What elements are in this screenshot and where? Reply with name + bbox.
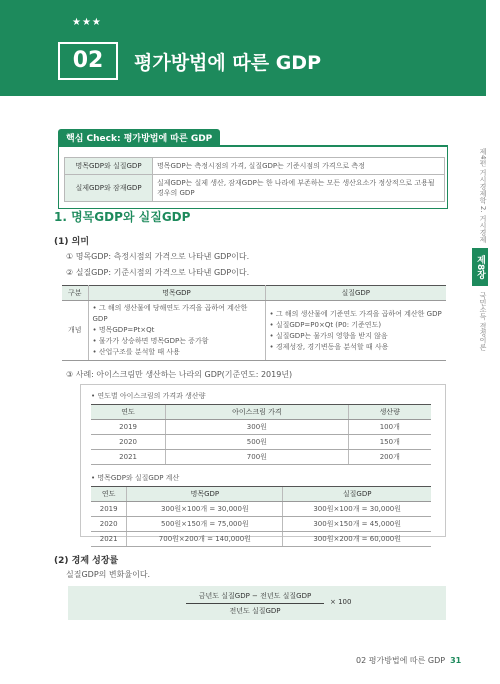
table-header-row bbox=[62, 286, 446, 301]
page-number: 31 bbox=[450, 656, 462, 665]
item-real-gdp: ② 실질GDP: 기준시점의 가격으로 나타낸 GDP이다. bbox=[66, 268, 250, 277]
list-item: • 그 해의 생산물에 당해연도 가격을 곱하여 계산한 GDP bbox=[92, 304, 248, 323]
growth-rate-formula bbox=[68, 586, 446, 620]
header-cell: 실질GDP bbox=[265, 286, 446, 301]
header-cell: 구분 bbox=[62, 286, 88, 301]
section-title: 평가방법에 따른 GDP bbox=[134, 52, 321, 74]
comparison-table bbox=[62, 285, 446, 361]
example-heading-2: • 명목GDP와 실질GDP 계산 bbox=[91, 474, 180, 482]
table-row bbox=[65, 175, 445, 202]
header-cell: 명목GDP bbox=[127, 487, 283, 502]
gdp-calculation-table bbox=[91, 486, 431, 547]
footer-section: 02 평가방법에 따른 GDP bbox=[356, 656, 446, 665]
growth-rate-definition: 실질GDP의 변화율이다. bbox=[66, 570, 151, 579]
section-number: 02 bbox=[58, 42, 118, 80]
table-cell: 300원×200개 = 60,000원 bbox=[283, 532, 431, 547]
header-cell: 연도 bbox=[91, 405, 166, 420]
table-cell: 200개 bbox=[348, 450, 431, 465]
section-banner bbox=[0, 0, 486, 96]
formula-fraction bbox=[186, 591, 324, 616]
side-chapter-title: 국민소득 결정이론 bbox=[479, 292, 487, 351]
list-item: • 실질GDP는 물가의 영향을 받지 않음 bbox=[269, 331, 388, 340]
header-cell: 아이스크림 가격 bbox=[166, 405, 348, 420]
chapter-tab[interactable]: 제8장 bbox=[472, 248, 488, 286]
list-item: • 명목GDP=Pt×Qt bbox=[92, 326, 155, 334]
table-cell: 2021 bbox=[91, 532, 127, 547]
table-row bbox=[65, 158, 445, 175]
table-cell: 700원×200개 = 140,000원 bbox=[127, 532, 283, 547]
page-footer bbox=[356, 655, 461, 666]
importance-stars: ★★★ bbox=[72, 17, 102, 28]
table-cell: 500원×150개 = 75,000원 bbox=[127, 517, 283, 532]
subsection-meaning: (1) 의미 bbox=[54, 237, 90, 247]
key-cell: 실제GDP와 잠재GDP bbox=[65, 175, 153, 202]
table-cell: 300원×100개 = 30,000원 bbox=[283, 502, 431, 517]
list-item: • 실질GDP=P0×Qt (P0: 기준연도) bbox=[269, 320, 382, 329]
side-part-label: 제4편 거시경제학 2. 거시경제 bbox=[479, 148, 487, 243]
table-row bbox=[91, 450, 431, 465]
subsection-growth-rate: (2) 경제 성장률 bbox=[54, 556, 119, 566]
table-cell: 2019 bbox=[91, 420, 166, 435]
row-label: 개념 bbox=[62, 301, 88, 361]
table-row bbox=[91, 420, 431, 435]
header-cell: 실질GDP bbox=[283, 487, 431, 502]
table-cell: 2020 bbox=[91, 517, 127, 532]
table-cell: 300원×100개 = 30,000원 bbox=[127, 502, 283, 517]
table-cell: 300원 bbox=[166, 420, 348, 435]
nominal-cell bbox=[88, 301, 265, 361]
table-row bbox=[91, 517, 431, 532]
table-cell: 100개 bbox=[348, 420, 431, 435]
example-box bbox=[80, 384, 446, 543]
table-header-row bbox=[91, 405, 431, 420]
list-item: • 그 해의 생산물에 기준연도 가격을 곱하여 계산한 GDP bbox=[269, 309, 442, 318]
table-row bbox=[91, 435, 431, 450]
table-cell: 700원 bbox=[166, 450, 348, 465]
table-cell: 2020 bbox=[91, 435, 166, 450]
item-example: ③ 사례: 아이스크림만 생산하는 나라의 GDP(기준연도: 2019년) bbox=[66, 370, 293, 379]
value-cell: 명목GDP는 측정시점의 가격, 실질GDP는 기준시점의 가격으로 측정 bbox=[153, 158, 445, 175]
table-header-row bbox=[91, 487, 431, 502]
section-heading: 1. 명목GDP와 실질GDP bbox=[54, 210, 191, 224]
price-quantity-table bbox=[91, 404, 431, 465]
header-cell: 생산량 bbox=[348, 405, 431, 420]
value-cell: 실제GDP는 실제 생산, 잠재GDP는 한 나라에 부존하는 모든 생산요소가 정상적으로 고용될 경우의 GDP bbox=[153, 175, 445, 202]
list-item: • 경제성장, 경기변동을 분석할 때 사용 bbox=[269, 342, 389, 351]
example-heading-1: • 연도별 아이스크림의 가격과 생산량 bbox=[91, 392, 206, 400]
list-item: • 산업구조를 분석할 때 사용 bbox=[92, 348, 180, 356]
table-cell: 150개 bbox=[348, 435, 431, 450]
formula-denominator: 전년도 실질GDP bbox=[229, 607, 281, 615]
key-check-box bbox=[58, 126, 448, 209]
table-cell: 300원×150개 = 45,000원 bbox=[283, 517, 431, 532]
table-row bbox=[91, 502, 431, 517]
key-cell: 명목GDP와 실질GDP bbox=[65, 158, 153, 175]
table-row bbox=[62, 301, 446, 361]
table-cell: 2019 bbox=[91, 502, 127, 517]
header-cell: 명목GDP bbox=[88, 286, 265, 301]
table-cell: 500원 bbox=[166, 435, 348, 450]
formula-numerator: 금년도 실질GDP − 전년도 실질GDP bbox=[186, 591, 324, 604]
list-item: • 물가가 상승하면 명목GDP는 증가함 bbox=[92, 337, 209, 345]
key-check-tab: 핵심 Check: 평가방법에 따른 GDP bbox=[58, 129, 220, 146]
header-cell: 연도 bbox=[91, 487, 127, 502]
key-check-table bbox=[64, 157, 445, 202]
table-row bbox=[91, 532, 431, 547]
item-nominal-gdp: ① 명목GDP: 측정시점의 가격으로 나타낸 GDP이다. bbox=[66, 252, 250, 261]
real-cell bbox=[265, 301, 446, 361]
table-cell: 2021 bbox=[91, 450, 166, 465]
formula-multiplier: × 100 bbox=[330, 598, 352, 606]
